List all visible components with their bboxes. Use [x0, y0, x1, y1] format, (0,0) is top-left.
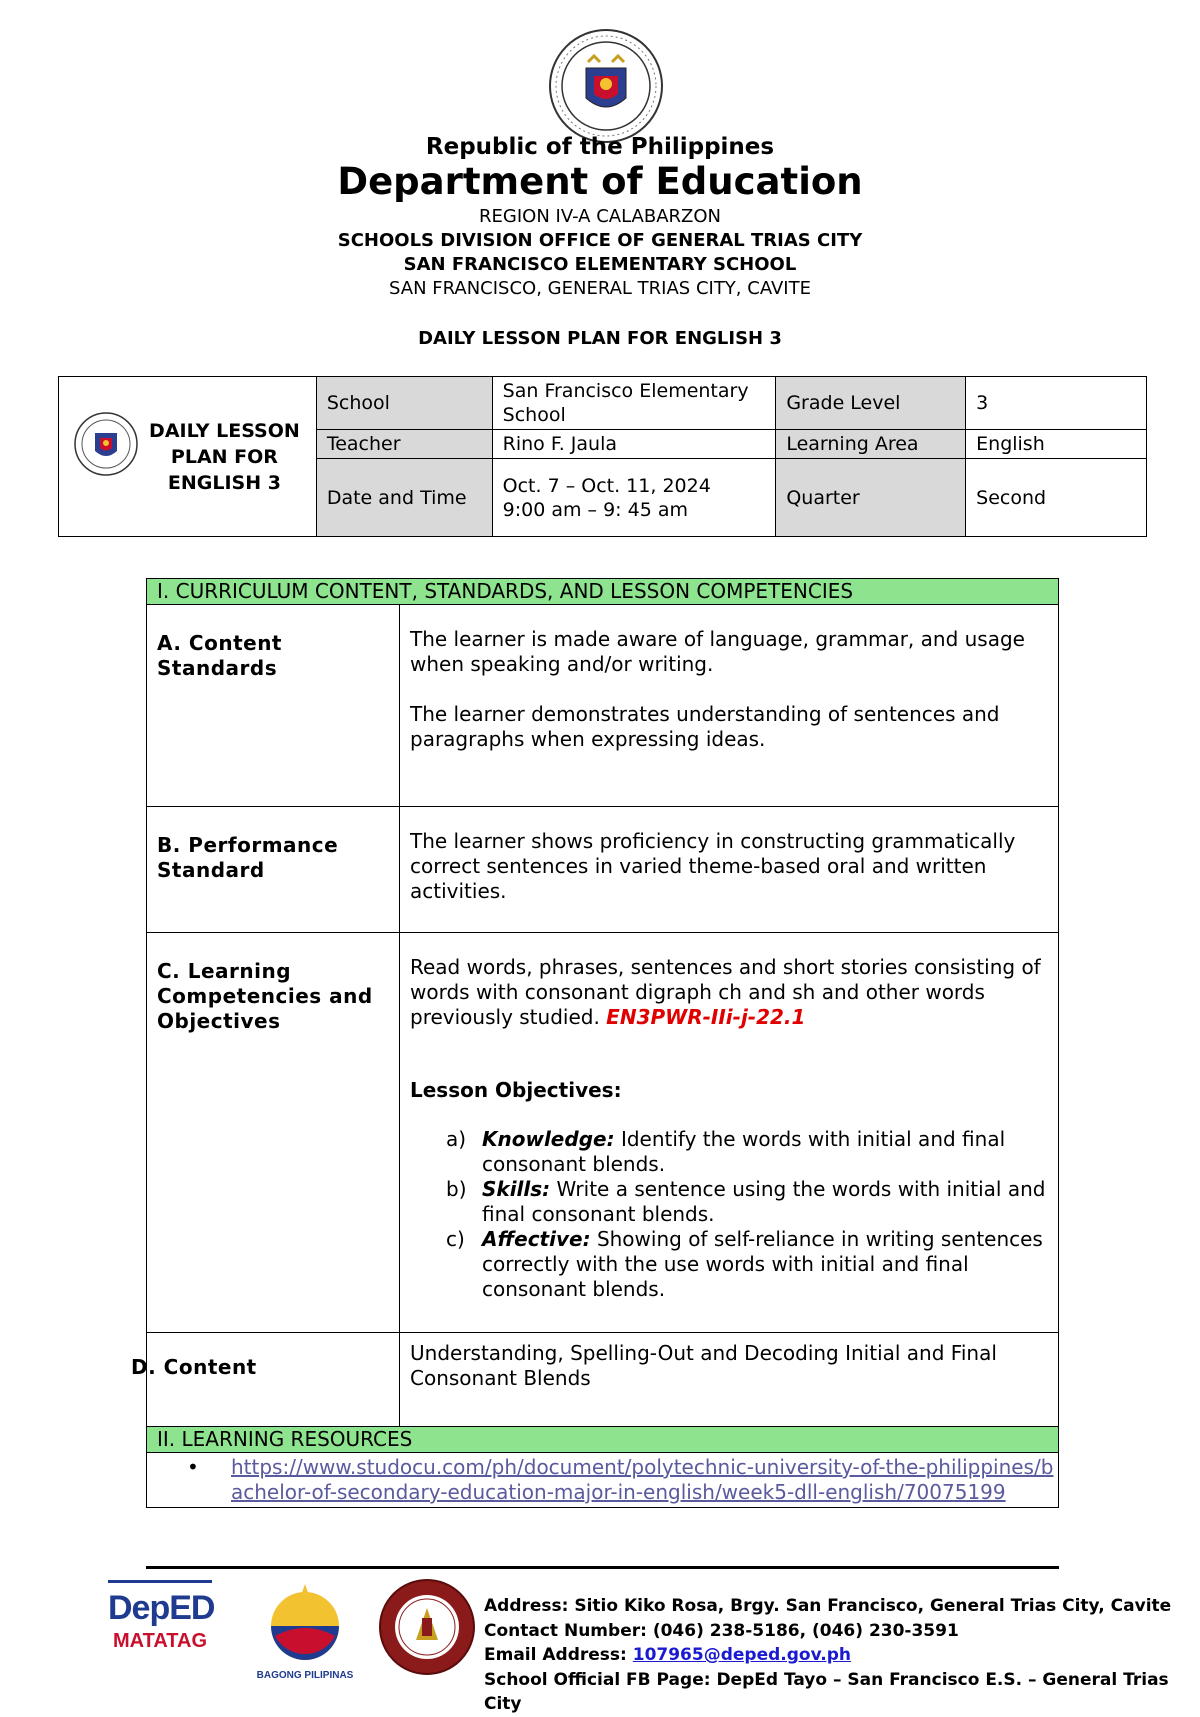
objectives-list: [410, 1127, 1048, 1302]
school-seal-logo: [378, 1578, 476, 1676]
date-range: Oct. 7 – Oct. 11, 2024: [502, 474, 711, 497]
deped-logo-text: DepED: [108, 1589, 215, 1627]
header-republic: Republic of the Philippines: [425, 134, 775, 160]
bullet-icon: •: [187, 1455, 199, 1479]
teacher-label: Teacher: [316, 430, 492, 459]
footer-address: Address: Sitio Kiko Rosa, Brgy. San Francisco, General Trias City, Cavite: [484, 1596, 1172, 1616]
objective-marker: a): [446, 1127, 467, 1151]
grade-level-label: Grade Level: [776, 377, 966, 430]
teacher-value: Rino F. Jaula: [492, 430, 776, 459]
bagong-pilipinas-text: BAGONG PILIPINAS: [256, 1670, 354, 1681]
content-standards-text-2: The learner demonstrates understanding of sentences and paragraphs when expressing ideas.: [410, 702, 1000, 751]
grade-level-value: 3: [966, 377, 1147, 430]
footer-contact-number: Contact Number: (046) 238-5186, (046) 230-3591: [484, 1620, 959, 1641]
resource-item: [187, 1455, 1058, 1505]
quarter-label: Quarter: [776, 459, 966, 537]
objective-item: [446, 1177, 1048, 1227]
header-school: SAN FRANCISCO ELEMENTARY SCHOOL: [403, 254, 797, 275]
learning-competencies-value: [400, 933, 1059, 1333]
document-title: DAILY LESSON PLAN FOR ENGLISH 3: [418, 328, 782, 349]
bagong-pilipinas-logo: [250, 1580, 360, 1686]
content-standards-text-1: The learner is made aware of language, grammar, and usage: [410, 627, 1025, 651]
dlp-title: DAILY LESSON PLAN FOR ENGLISH 3: [149, 419, 300, 494]
bagong-pilipinas-emblem: [250, 1580, 360, 1666]
competency-description: Read words, phrases, sentences and short stories consisting of words with consonant digraph ch and sh and other words previously studied.: [410, 955, 1041, 1029]
competency-code: EN3PWR-IIi-j-22.1: [606, 1005, 806, 1029]
lesson-info-table: [58, 376, 1147, 537]
resource-link[interactable]: https://www.studocu.com/ph/document/polytechnic-university-of-the-philippines/bachelor-of-secondary-education-major-in-english/week5-dll-english/70075199: [231, 1455, 1054, 1504]
performance-standard-value: The learner shows proficiency in constructing grammatically correct sentences in varied theme-based oral and written activities.: [400, 807, 1059, 933]
footer-contact-block: [484, 1594, 1200, 1717]
content-label: D. Content: [131, 1333, 384, 1427]
header-division: SCHOOLS DIVISION OFFICE OF GENERAL TRIAS CITY: [337, 230, 863, 251]
quarter-value: Second: [966, 459, 1147, 537]
objective-text: Showing of self-reliance in writing sentences correctly with the use words with initial and final consonant blends.: [482, 1227, 1043, 1301]
objective-term: Skills:: [482, 1177, 551, 1201]
resources-list: [147, 1453, 1058, 1507]
objective-marker: b): [446, 1177, 467, 1201]
deped-seal-logo: [548, 28, 664, 144]
content-standards-value: [400, 605, 1059, 807]
curriculum-table: [131, 578, 1059, 1508]
objective-item: [446, 1227, 1048, 1302]
objective-marker: c): [446, 1227, 465, 1251]
date-time-value: [492, 459, 776, 537]
school-value: San Francisco Elementary School: [492, 377, 776, 430]
deped-matatag-logo: [108, 1580, 215, 1674]
header-department: Department of Education: [337, 160, 863, 203]
learning-area-value: English: [966, 430, 1147, 459]
section-curriculum-header: I. CURRICULUM CONTENT, STANDARDS, AND LESSON COMPETENCIES: [147, 579, 1059, 605]
footer-email-link[interactable]: 107965@deped.gov.ph: [632, 1645, 852, 1665]
content-standards-label: A. Content Standards: [147, 605, 400, 807]
learning-competencies-label: C. Learning Competencies and Objectives: [147, 933, 400, 1333]
deped-seal-small-logo: [73, 411, 139, 477]
time-range: 9:00 am – 9: 45 am: [502, 498, 688, 521]
objective-item: [446, 1127, 1048, 1177]
header-region: REGION IV-A CALABARZON: [479, 206, 721, 227]
learning-area-label: Learning Area: [776, 430, 966, 459]
header-address: SAN FRANCISCO, GENERAL TRIAS CITY, CAVITE: [389, 278, 811, 299]
date-time-label: Date and Time: [316, 459, 492, 537]
school-label: School: [316, 377, 492, 430]
footer-divider: [146, 1566, 1059, 1569]
performance-standard-label: B. Performance Standard: [147, 807, 400, 933]
section-resources-header: II. LEARNING RESOURCES: [147, 1427, 1059, 1453]
objective-term: Affective:: [482, 1227, 591, 1251]
objective-text: Write a sentence using the words with initial and final consonant blends.: [482, 1177, 1046, 1226]
objectives-heading: Lesson Objectives:: [410, 1078, 622, 1102]
footer-email: [484, 1643, 1200, 1668]
matatag-logo-text: MATATAG: [112, 1630, 208, 1652]
footer-fb-page: School Official FB Page: DepEd Tayo – San Francisco E.S. – General Trias City: [484, 1669, 1169, 1714]
content-standards-text-1b: when speaking and/or writing.: [410, 652, 714, 676]
objective-term: Knowledge:: [482, 1127, 615, 1151]
footer-email-label: Email Address:: [484, 1645, 633, 1665]
content-value: Understanding, Spelling-Out and Decoding Initial and Final Consonant Blends: [400, 1333, 1059, 1427]
dlp-title-cell: [59, 377, 317, 537]
resources-cell: [147, 1453, 1059, 1508]
objective-text: Identify the words with initial and final consonant blends.: [482, 1127, 1006, 1176]
competency-text: [410, 955, 1048, 1030]
